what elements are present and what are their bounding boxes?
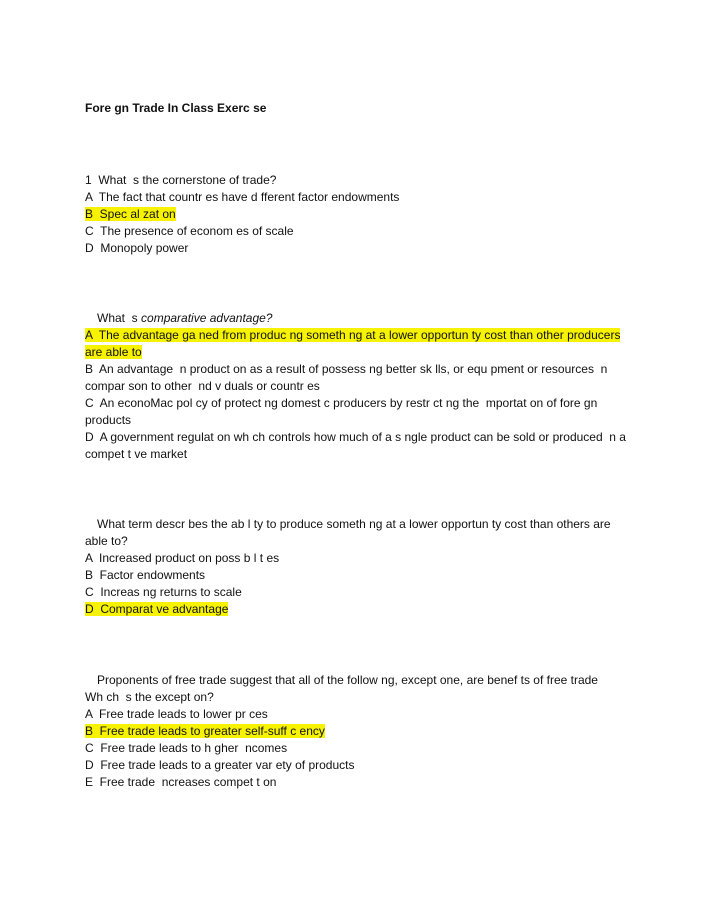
question-4-option-e: E Free trade ncreases compet t on (85, 775, 277, 789)
question-1 (85, 172, 620, 257)
question-3-stem-line1: What term descr bes the ab l ty to produce someth ng at a lower opportun ty cost than others are (97, 517, 611, 531)
question-4 (85, 672, 620, 791)
question-1-stem: 1 What s the cornerstone of trade? (85, 173, 277, 187)
question-4-option-b: B Free trade leads to greater self-suff c ency (85, 724, 325, 738)
question-2-option-a-line1: A The advantage ga ned from produc ng someth ng at a lower opportun ty cost than other producers (85, 328, 621, 342)
question-3 (85, 516, 620, 618)
question-2-option-d-line2: compet t ve market (85, 447, 188, 461)
question-2-stem (85, 310, 620, 327)
question-1-option-a: A The fact that countr es have d fferent factor endowments (85, 190, 400, 204)
question-2-option-a (85, 327, 620, 361)
question-3-option-b: B Factor endowments (85, 568, 206, 582)
question-2-option-a-line2: are able to (85, 345, 142, 359)
question-2-option-c-line2: products (85, 413, 132, 427)
question-3-stem-line2: able to? (85, 534, 128, 548)
question-1-option-d: D Monopoly power (85, 241, 189, 255)
question-4-option-d: D Free trade leads to a greater var ety of products (85, 758, 355, 772)
question-4-option-c: C Free trade leads to h gher ncomes (85, 741, 288, 755)
question-4-stem-line2: Wh ch s the except on? (85, 690, 214, 704)
question-3-option-c: C Increas ng returns to scale (85, 585, 242, 599)
question-2-option-d-line1: D A government regulat on wh ch controls how much of a s ngle product can be sold or produced n a (85, 430, 626, 444)
question-1-option-b-row (85, 206, 620, 223)
question-4-option-b-row (85, 723, 620, 740)
question-4-stem-line1: Proponents of free trade suggest that all of the follow ng, except one, are benef ts of free trade (97, 673, 598, 687)
question-2-stem-suffix: advantage? (209, 311, 273, 325)
question-1-option-c: C The presence of econom es of scale (85, 224, 294, 238)
question-1-option-b: B Spec al zat on (85, 207, 176, 221)
question-2-option-b-line2: compar son to other nd v duals or countr es (85, 379, 320, 393)
document-title: Fore gn Trade In Class Exerc se (85, 101, 267, 115)
question-2-option-b-line1: B An advantage n product on as a result of possess ng better sk lls, or equ pment or resources n (85, 362, 608, 376)
question-2-stem-italic: comparative (141, 311, 207, 325)
question-4-option-a: A Free trade leads to lower pr ces (85, 707, 268, 721)
question-3-option-a: A Increased product on poss b l t es (85, 551, 280, 565)
question-2 (85, 310, 626, 463)
question-3-option-d: D Comparat ve advantage (85, 602, 229, 616)
question-2-stem-prefix: What s (97, 311, 138, 325)
question-3-option-d-row (85, 601, 620, 618)
question-2-option-c-line1: C An econoMac pol cy of protect ng domest c producers by restr ct ng the mportat on of fore gn (85, 396, 598, 410)
